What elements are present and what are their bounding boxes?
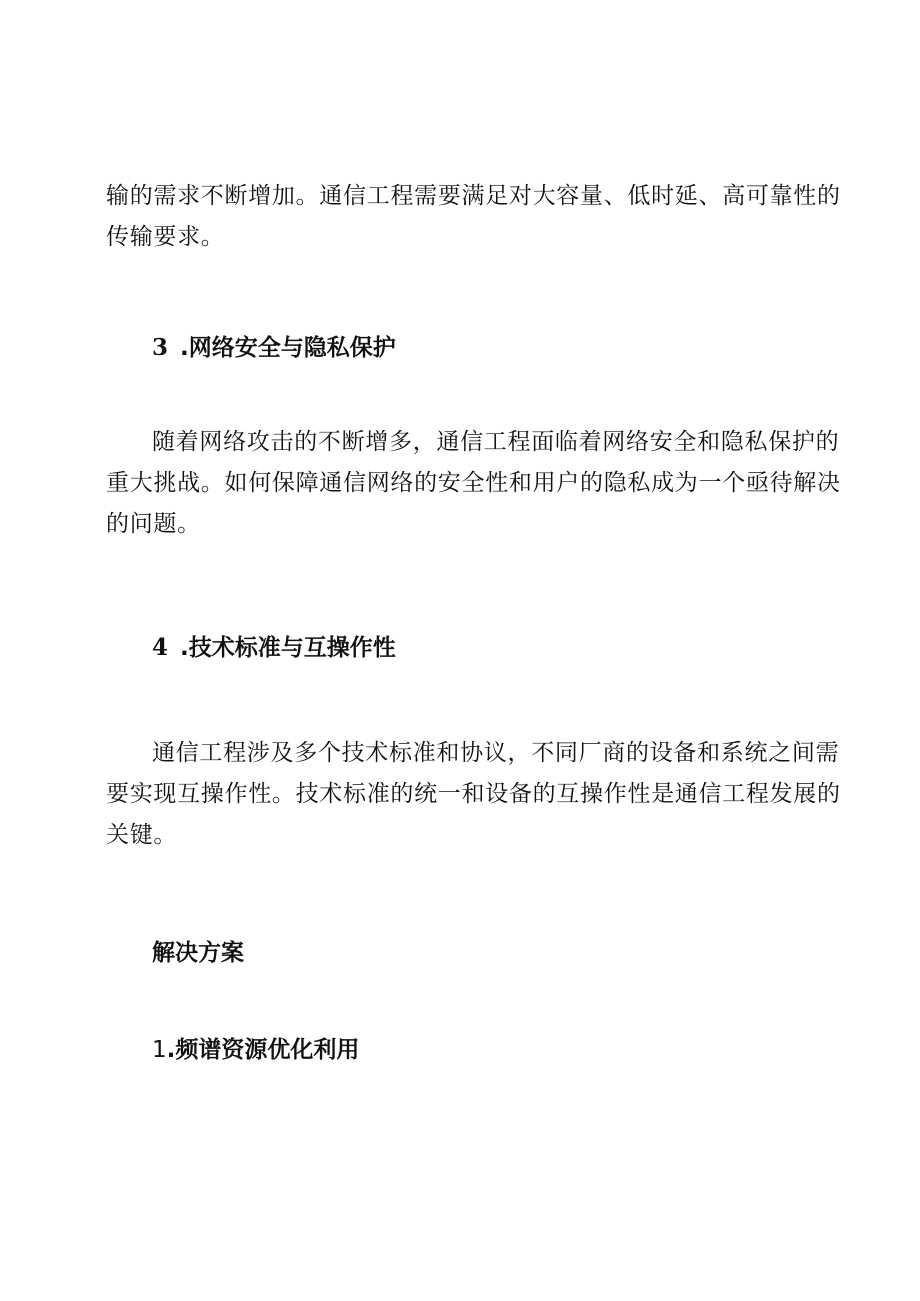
paragraph-line: 的问题。 — [106, 511, 201, 537]
heading-number: 3 — [152, 334, 169, 361]
paragraph-line: 传输要求。 — [106, 224, 225, 250]
heading-title: .技术标准与互操作性 — [180, 635, 396, 661]
paragraph-network-security — [106, 422, 841, 545]
paragraph-continued — [106, 176, 841, 258]
section-title-solutions: 解决方案 — [152, 940, 244, 966]
paragraph-line: 随着网络攻击的不断增多，通信工程面临着网络安全和隐私保护的 — [152, 429, 840, 455]
paragraph-line: 要实现互操作性。技术标准的统一和设备的互操作性是通信工程发展的 — [106, 781, 841, 807]
paragraph-line: 关键。 — [106, 822, 178, 848]
heading-technical-standards — [152, 633, 396, 663]
heading-title: .频谱资源优化利用 — [166, 1037, 360, 1063]
heading-number: 1 — [152, 1037, 167, 1063]
heading-spectrum-optimization — [152, 1035, 359, 1065]
paragraph-line: 重大挑战。如何保障通信网络的安全性和用户的隐私成为一个亟待解决 — [106, 470, 841, 496]
heading-network-security — [152, 333, 396, 363]
heading-number: 4 — [152, 634, 169, 661]
paragraph-line: 输的需求不断增加。通信工程需要满足对大容量、低时延、高可靠性的 — [106, 183, 841, 209]
paragraph-line: 通信工程涉及多个技术标准和协议，不同厂商的设备和系统之间需 — [152, 740, 840, 766]
heading-title: .网络安全与隐私保护 — [180, 335, 396, 361]
paragraph-technical-standards — [106, 733, 841, 856]
